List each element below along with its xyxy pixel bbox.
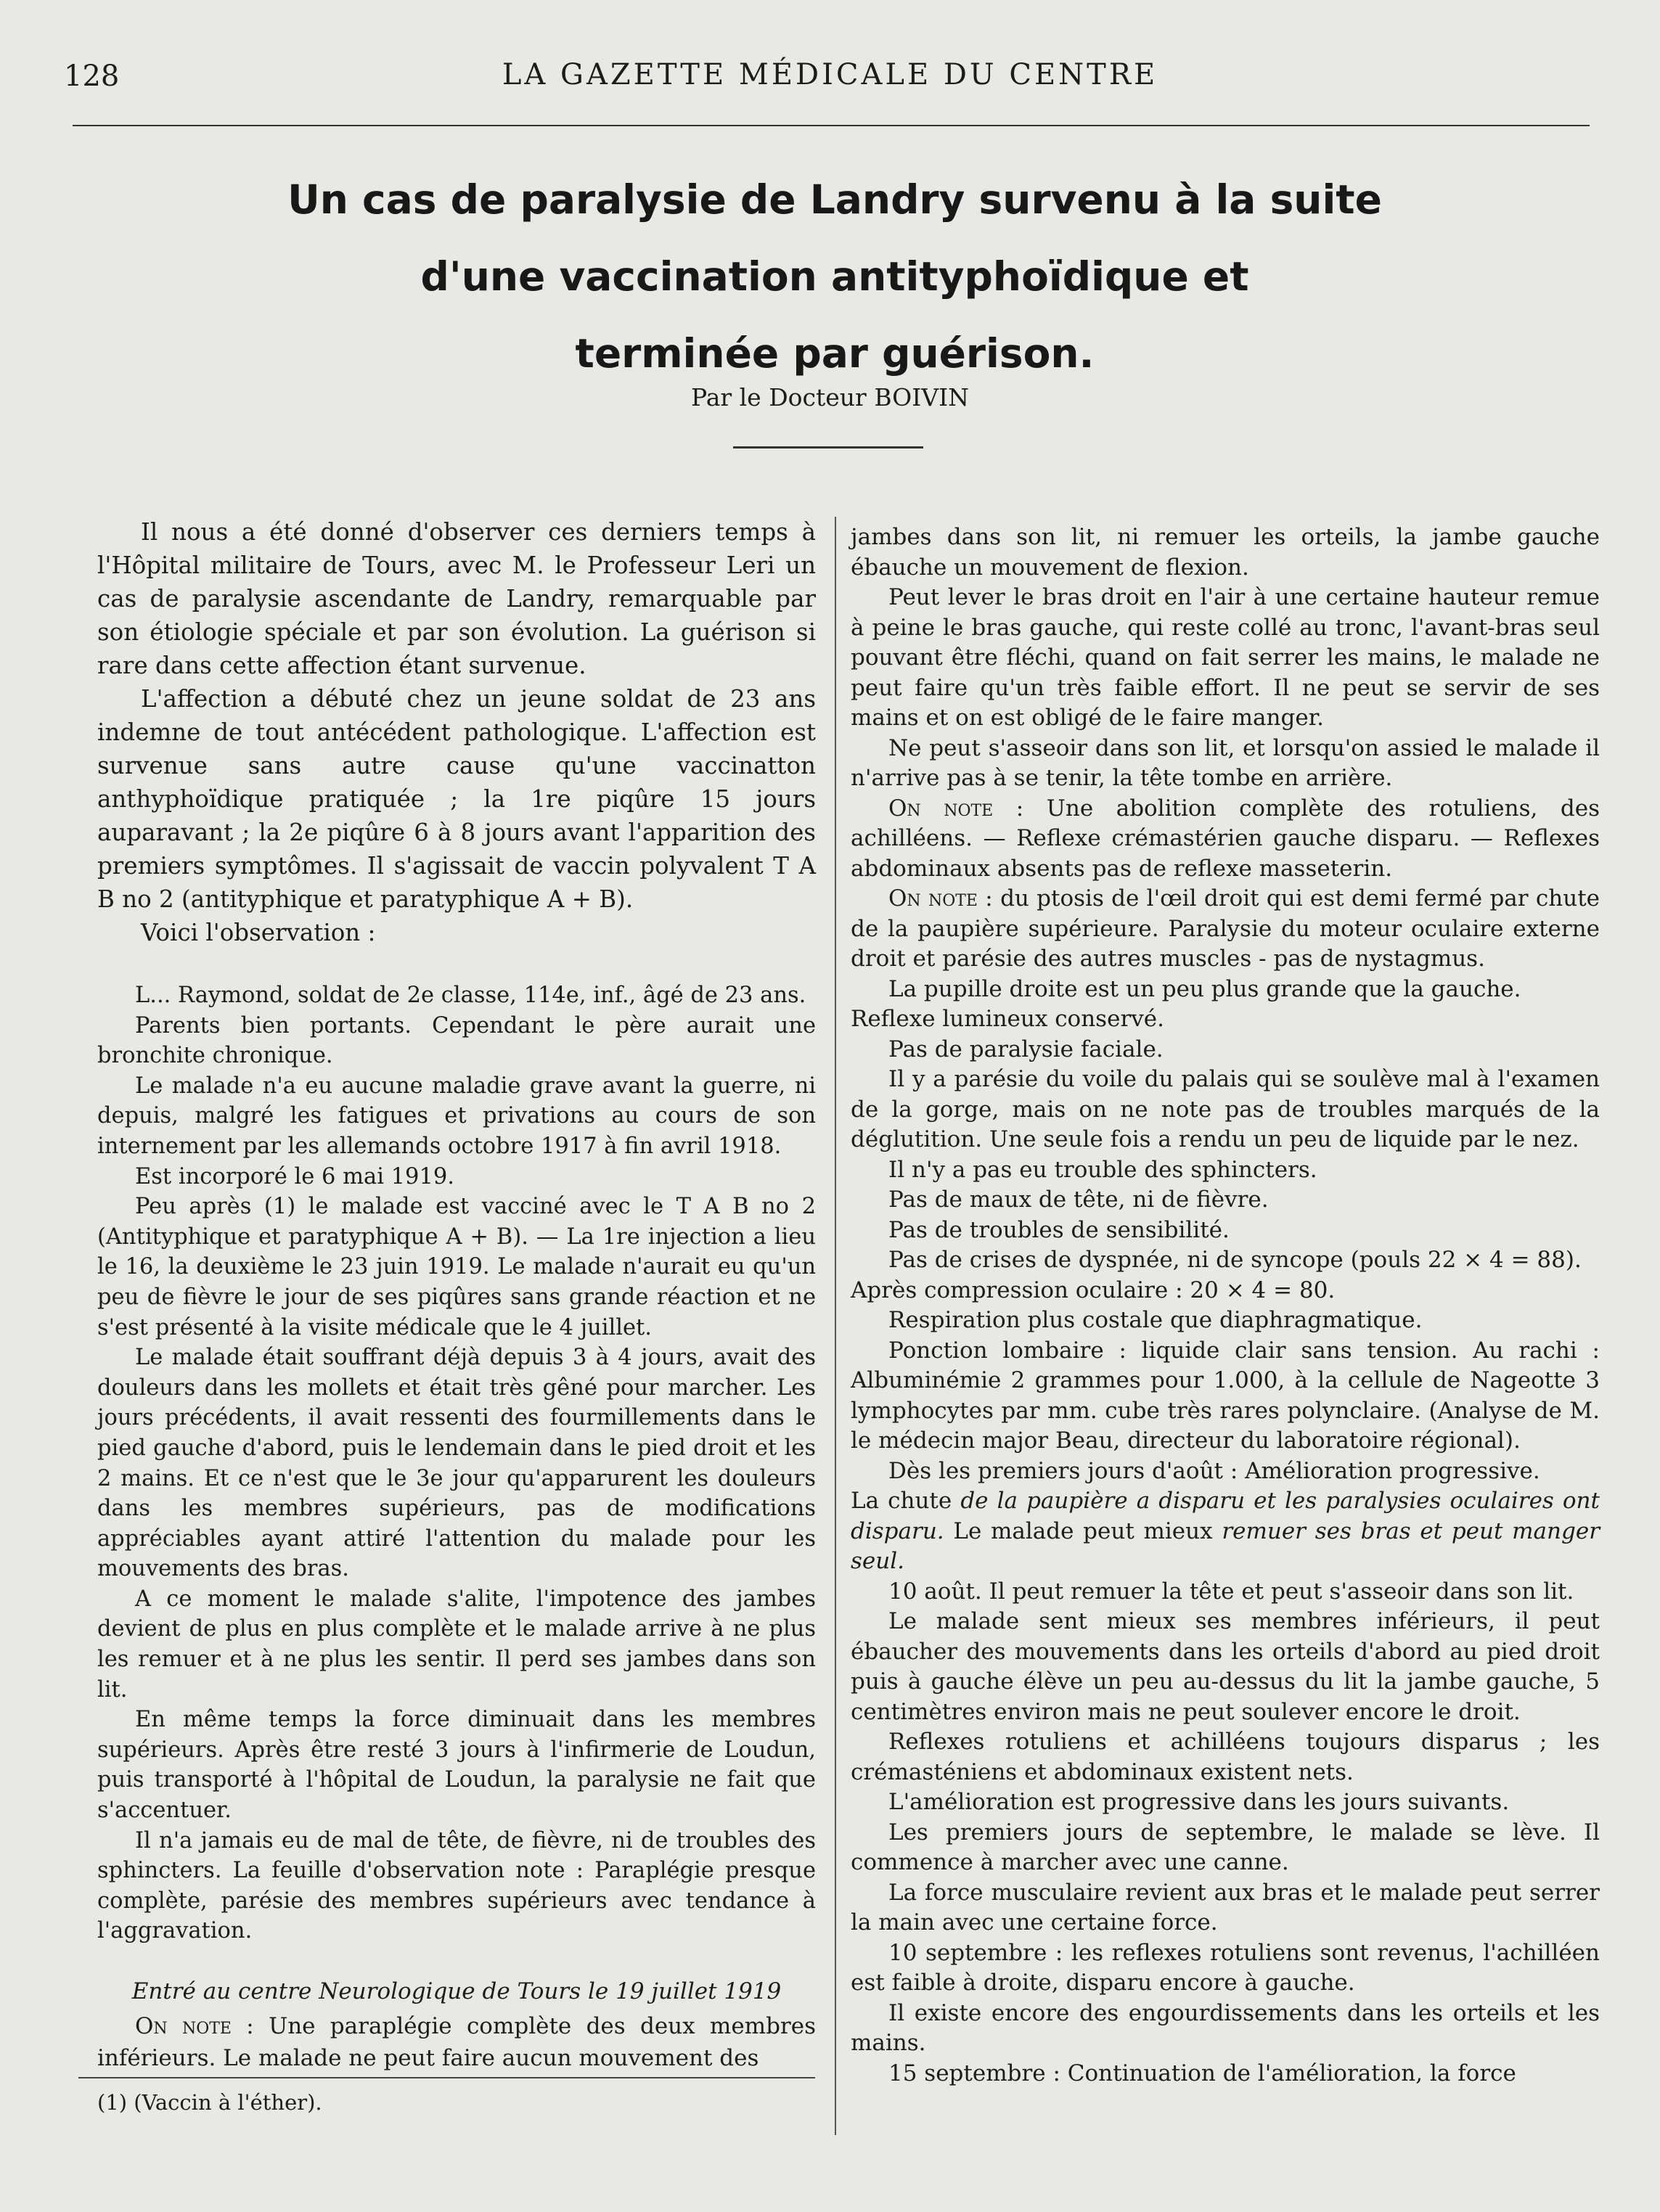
intro-paragraph: Voici l'observation : bbox=[141, 919, 376, 946]
case-paragraph: A ce moment le malade s'alite, l'impotence des jambes devient de plus en plus complète et le malade arrive à ne plus les remuer et à ne plus les sentir. Il perd ses jambes dans son lit. bbox=[97, 1586, 816, 1703]
right-paragraph: La force musculaire revient aux bras et le malade peut serrer la main avec une certaine force. bbox=[851, 1879, 1600, 1936]
improvement-paragraph: La chute de la paupière a disparu et les paralysies oculaires ont disparu. Le malade peut mieux remuer ses bras et peut manger seul. bbox=[851, 1488, 1600, 1574]
right-paragraph: Pas de maux de tête, ni de fièvre. bbox=[888, 1187, 1269, 1213]
case-paragraph: Parents bien portants. Cependant le père aurait une bronchite chronique. bbox=[97, 1012, 816, 1069]
admission-note bbox=[97, 2010, 816, 2074]
journal-title: LA GAZETTE MÉDICALE DU CENTRE bbox=[502, 58, 1158, 91]
case-paragraph: Le malade n'a eu aucune maladie grave avant la guerre, ni depuis, malgré les fatigues et privations au cours de son internement par les allemands octobre 1917 à fin avril 1918. bbox=[97, 1073, 816, 1159]
on-note-label: On note : bbox=[135, 2013, 254, 2039]
right-paragraph: Il n'y a pas eu trouble des sphincters. bbox=[888, 1156, 1317, 1183]
case-paragraph: Est incorporé le 6 mai 1919. bbox=[135, 1163, 454, 1189]
case-paragraph: Il n'a jamais eu de mal de tête, de fièvre, ni de troubles des sphincters. La feuille d'observation note : Paraplégie presque complète, parésie des membres supérieurs avec tendance à l'aggravation. bbox=[97, 1827, 816, 1944]
intro-paragraph: Il nous a été donné d'observer ces derniers temps à l'Hôpital militaire de Tours, avec M. le Professeur Leri un cas de paralysie ascendante de Landry, remarquable par son étiologie spéciale et par son évolution. La guérison si rare dans cette affection étant survenue. bbox=[97, 518, 816, 679]
case-paragraph: Peu après (1) le malade est vacciné avec le T A B no 2 (Antityphique et paratyphique A + B). — La 1re injection a lieu le 16, la deuxième le 23 juin 1919. Le malade n'aurait eu qu'un peu de fièvre le jour de ses piqûres sans grande réaction et ne s'est présenté à la visite médicale que le 4 juillet. bbox=[97, 1194, 816, 1340]
right-column bbox=[851, 523, 1600, 2089]
article-title bbox=[218, 161, 1452, 392]
title-line-1: Un cas de paralysie de Landry survenu à la suite bbox=[287, 176, 1382, 223]
left-column bbox=[97, 515, 816, 2074]
right-paragraph: Reflexes rotuliens et achilléens toujours disparus ; les crémasténiens et abdominaux existent nets. bbox=[851, 1729, 1600, 1785]
note-label: On note : bbox=[888, 885, 993, 912]
title-line-2: d'une vaccination antityphoïdique et bbox=[420, 253, 1249, 300]
case-paragraph: En même temps la force diminuait dans les membres supérieurs. Après être resté 3 jours à l'infirmerie de Loudun, puis transporté à l'hôpital de Loudun, la paralysie ne fait que s'accentuer. bbox=[97, 1707, 816, 1824]
right-paragraph: L'amélioration est progressive dans les jours suivants. bbox=[888, 1789, 1510, 1815]
footnote-rule bbox=[78, 2077, 815, 2078]
right-paragraph: Le malade sent mieux ses membres inférieurs, il peut ébaucher des mouvements dans les orteils d'abord au pied droit puis à gauche élève un peu au-dessus du lit la jambe gauche, 5 centimètres environ mais ne peut soulever encore le droit. bbox=[851, 1608, 1600, 1725]
right-paragraph: Dès les premiers jours d'août : Amélioration progressive. bbox=[888, 1457, 1540, 1484]
case-paragraph: Le malade était souffrant déjà depuis 3 à 4 jours, avait des douleurs dans les mollets et était très gêné pour marcher. Les jours précédents, il avait ressenti des fourmillements dans le pied gauche d'abord, puis le lendemain dans le pied droit et les 2 mains. Et ce n'est que le 3e jour qu'apparurent les douleurs dans les membres supérieurs, pas de modifications appréciables ayant attiré l'attention du malade pour les mouvements des bras. bbox=[97, 1345, 816, 1582]
right-paragraph: Pas de crises de dyspnée, ni de syncope (pouls 22 × 4 = 88). bbox=[888, 1247, 1582, 1273]
title-rule bbox=[733, 446, 923, 448]
byline: Par le Docteur BOIVIN bbox=[690, 383, 970, 411]
note-label: On note : bbox=[888, 795, 1024, 822]
footnote: (1) (Vaccin à l'éther). bbox=[97, 2090, 322, 2115]
case-paragraph: L... Raymond, soldat de 2e classe, 114e, inf., âgé de 23 ans. bbox=[135, 983, 806, 1008]
admission-heading: Entré au centre Neurologique de Tours le 19 juillet 1919 bbox=[131, 1978, 782, 2004]
right-paragraph: Ponction lombaire : liquide clair sans tension. Au rachi : Albuminémie 2 grammes pour 1.000, à la cellule de Nageotte 3 lymphocytes par mm. cube très rares polynclaire. (Analyse de M. le médecin major Beau, directeur du laboratoire régional). bbox=[851, 1337, 1600, 1454]
header-rule bbox=[73, 125, 1590, 126]
right-paragraph: 10 août. Il peut remuer la tête et peut s'asseoir dans son lit. bbox=[888, 1578, 1574, 1605]
column-divider bbox=[835, 517, 836, 2135]
right-paragraph: Pas de troubles de sensibilité. bbox=[888, 1216, 1230, 1243]
note-text: Une abolition complète des rotuliens, des achilléens. — Reflexe crémastérien gauche disparu. — Reflexes abdominaux absents pas de reflexe masseterin. bbox=[851, 795, 1600, 882]
right-paragraph: jambes dans son lit, ni remuer les orteils, la jambe gauche ébauche un mouvement de flexion. bbox=[851, 524, 1600, 581]
page-number: 128 bbox=[64, 60, 120, 93]
right-paragraph: La pupille droite est un peu plus grande que la gauche. bbox=[888, 975, 1521, 1002]
right-paragraph: Il y a parésie du voile du palais qui se soulève mal à l'examen de la gorge, mais on ne note pas de troubles marqués de la déglutition. Une seule fois a rendu un peu de liquide par le nez. bbox=[851, 1066, 1600, 1152]
on-note-text: Une paraplégie complète des deux membres inférieurs. Le malade ne peut faire aucun mouvement des bbox=[97, 2013, 816, 2071]
note-paragraph bbox=[851, 794, 1600, 885]
right-paragraph: Pas de paralysie faciale. bbox=[888, 1036, 1164, 1062]
intro-paragraph: L'affection a débuté chez un jeune soldat de 23 ans indemne de tout antécédent pathologique. L'affection est survenue sans autre cause qu'une vaccinatton anthyphoïdique pratiquée ; la 1re piqûre 15 jours auparavant ; la 2e piqûre 6 à 8 jours avant l'apparition des premiers symptômes. Il s'agissait de vaccin polyvalent T A B no 2 (antityphique et paratyphique A + B). bbox=[97, 685, 816, 913]
right-paragraph: Respiration plus costale que diaphragmatique. bbox=[888, 1307, 1423, 1333]
right-paragraph: Après compression oculaire : 20 × 4 = 80. bbox=[851, 1277, 1336, 1303]
case-history bbox=[97, 980, 816, 1946]
right-paragraph: Il existe encore des engourdissements dans les orteils et les mains. bbox=[851, 1999, 1600, 2056]
right-paragraph: Ne peut s'asseoir dans son lit, et lorsqu'on assied le malade il n'arrive pas à se tenir, la tête tombe en arrière. bbox=[851, 734, 1600, 791]
right-paragraph: 10 septembre : les reflexes rotuliens sont revenus, l'achilléen est faible à droite, disparu encore à gauche. bbox=[851, 1939, 1600, 1996]
note-text: du ptosis de l'œil droit qui est demi fermé par chute de la paupière supérieure. Paralysie du moteur oculaire externe droit et parésie des autres muscles - pas de nystagmus. bbox=[851, 885, 1600, 972]
note-paragraph bbox=[851, 884, 1600, 975]
right-paragraph: 15 septembre : Continuation de l'amélioration, la force bbox=[888, 2060, 1516, 2086]
right-paragraph: Reflexe lumineux conservé. bbox=[851, 1006, 1164, 1032]
right-paragraph: Peut lever le bras droit en l'air à une certaine hauteur remue à peine le bras gauche, qui reste collé au tronc, l'avant-bras seul pouvant être fléchi, quand on fait serrer les mains, le malade ne peut faire qu'un très faible effort. Il ne peut se servir de ses mains et on est obligé de le faire manger. bbox=[851, 584, 1600, 731]
title-line-3: terminée par guérison. bbox=[575, 330, 1095, 377]
right-paragraph: Les premiers jours de septembre, le malade se lève. Il commence à marcher avec une canne. bbox=[851, 1819, 1600, 1875]
